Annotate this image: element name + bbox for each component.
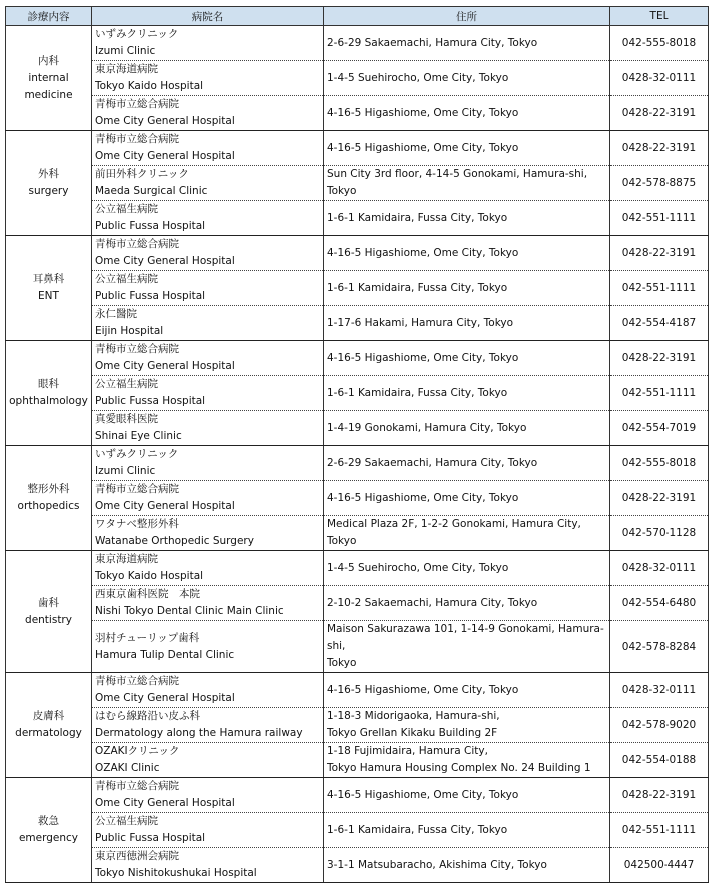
hospital-name-jp: 青梅市立総合病院 <box>95 780 179 792</box>
table-row <box>6 376 709 411</box>
tel-cell: 042-551-1111 <box>610 813 709 848</box>
address-line: 2-10-2 Sakaemachi, Hamura City, Tokyo <box>327 596 538 609</box>
table-row <box>6 96 709 131</box>
address-line: 1-18-3 Midorigaoka, Hamura-shi, <box>327 710 500 722</box>
address-cell <box>324 621 610 673</box>
department-name-en: orthopedics <box>17 500 80 512</box>
tel-cell: 042-555-8018 <box>610 446 709 481</box>
tel-cell: 0428-22-3191 <box>610 236 709 271</box>
hospital-name-en: Tokyo Nishitokushukai Hospital <box>95 867 257 879</box>
hospital-name-cell <box>92 516 324 551</box>
hospital-name-cell <box>92 376 324 411</box>
tel-cell: 042-578-9020 <box>610 708 709 743</box>
address-cell <box>324 516 610 551</box>
hospital-name-cell <box>92 848 324 883</box>
address-line: Tokyo Grellan Kikaku Building 2F <box>327 727 498 739</box>
tel-cell: 042-551-1111 <box>610 201 709 236</box>
header-address: 住所 <box>324 7 610 26</box>
table-row <box>6 778 709 813</box>
department-cell <box>6 778 92 883</box>
table-row <box>6 621 709 673</box>
hospital-name-en: Ome City General Hospital <box>95 797 235 809</box>
address-cell <box>324 446 610 481</box>
table-row <box>6 743 709 778</box>
department-name-jp: 救急 <box>38 815 59 827</box>
hospital-name-en: Ome City General Hospital <box>95 255 235 267</box>
department-name-jp: 外科 <box>38 168 59 180</box>
table-row <box>6 26 709 61</box>
hospital-name-cell <box>92 446 324 481</box>
tel-cell: 042-555-8018 <box>610 26 709 61</box>
hospital-name-cell <box>92 236 324 271</box>
tel-cell: 0428-32-0111 <box>610 673 709 708</box>
address-line: 4-16-5 Higashiome, Ome City, Tokyo <box>327 246 519 259</box>
table-row <box>6 586 709 621</box>
department-name-jp: 眼科 <box>38 378 59 390</box>
address-line: 1-6-1 Kamidaira, Fussa City, Tokyo <box>327 211 508 224</box>
address-line: 1-4-5 Suehirocho, Ome City, Tokyo <box>327 561 509 574</box>
address-line: 1-4-5 Suehirocho, Ome City, Tokyo <box>327 71 509 84</box>
hospital-name-en: Izumi Clinic <box>95 45 156 57</box>
department-name-jp: 耳鼻科 <box>32 273 65 285</box>
tel-cell: 042-551-1111 <box>610 376 709 411</box>
hospital-name-jp: 青梅市立総合病院 <box>95 98 179 110</box>
hospital-name-jp: 羽村チューリップ歯科 <box>95 631 200 644</box>
department-cell <box>6 551 92 673</box>
tel-cell: 0428-22-3191 <box>610 481 709 516</box>
hospital-name-jp: 青梅市立総合病院 <box>95 343 179 355</box>
department-cell <box>6 446 92 551</box>
address-line: 1-6-1 Kamidaira, Fussa City, Tokyo <box>327 823 508 836</box>
table-row <box>6 481 709 516</box>
department-name-jp: 整形外科 <box>27 483 70 495</box>
header-row <box>6 7 709 26</box>
hospital-name-cell <box>92 708 324 743</box>
address-cell <box>324 201 610 236</box>
address-cell <box>324 778 610 813</box>
table-row <box>6 411 709 446</box>
hospital-name-jp: いずみクリニック <box>95 28 179 40</box>
address-line: 4-16-5 Higashiome, Ome City, Tokyo <box>327 106 519 119</box>
header-hospital-name: 病院名 <box>92 7 324 26</box>
hospital-name-cell <box>92 131 324 166</box>
table-row <box>6 516 709 551</box>
hospital-name-cell <box>92 96 324 131</box>
address-line: 1-17-6 Hakami, Hamura City, Tokyo <box>327 316 514 329</box>
hospital-name-cell <box>92 341 324 376</box>
address-line: 2-6-29 Sakaemachi, Hamura City, Tokyo <box>327 36 538 49</box>
table-row <box>6 236 709 271</box>
tel-cell: 0428-22-3191 <box>610 96 709 131</box>
hospital-name-jp: 青梅市立総合病院 <box>95 675 179 687</box>
address-cell <box>324 341 610 376</box>
department-cell <box>6 236 92 341</box>
hospital-name-jp: OZAKIクリニック <box>95 745 180 757</box>
department-name-jp: 内科 <box>38 54 59 67</box>
address-line: 4-16-5 Higashiome, Ome City, Tokyo <box>327 351 519 364</box>
hospital-name-cell <box>92 61 324 96</box>
hospital-name-jp: 公立福生病院 <box>95 273 158 285</box>
hospital-name-en: Shinai Eye Clinic <box>95 430 182 442</box>
hospital-name-jp: 西東京歯科医院 本院 <box>95 588 200 600</box>
table-row <box>6 166 709 201</box>
hospital-name-cell <box>92 551 324 586</box>
table-body <box>6 26 709 883</box>
address-line: Medical Plaza 2F, 1-2-2 Gonokami, Hamura City, Tokyo <box>327 518 581 547</box>
tel-cell: 042-554-4187 <box>610 306 709 341</box>
department-name-jp: 皮膚科 <box>32 710 65 722</box>
address-line: 4-16-5 Higashiome, Ome City, Tokyo <box>327 683 519 696</box>
table-row <box>6 708 709 743</box>
address-line: Maison Sakurazawa 101, 1-14-9 Gonokami, Hamura-shi, <box>327 623 604 652</box>
hospital-name-jp: 永仁醫院 <box>95 308 137 320</box>
address-line: 2-6-29 Sakaemachi, Hamura City, Tokyo <box>327 456 538 469</box>
hospital-name-cell <box>92 306 324 341</box>
address-cell <box>324 166 610 201</box>
hospital-name-cell <box>92 481 324 516</box>
hospital-name-cell <box>92 411 324 446</box>
hospital-name-jp: 公立福生病院 <box>95 203 158 215</box>
table-row <box>6 848 709 883</box>
hospital-name-en: Ome City General Hospital <box>95 115 235 127</box>
address-line: 1-4-19 Gonokami, Hamura City, Tokyo <box>327 421 527 434</box>
hospital-table <box>5 6 709 883</box>
hospital-name-cell <box>92 166 324 201</box>
table-row <box>6 61 709 96</box>
hospital-name-jp: はむら線路沿い皮ふ科 <box>95 710 200 722</box>
address-cell <box>324 743 610 778</box>
hospital-name-jp: 青梅市立総合病院 <box>95 238 179 250</box>
tel-cell: 0428-22-3191 <box>610 131 709 166</box>
hospital-name-en: Dermatology along the Hamura railway <box>95 727 303 739</box>
hospital-name-jp: いずみクリニック <box>95 448 179 460</box>
tel-cell: 042-554-7019 <box>610 411 709 446</box>
hospital-name-cell <box>92 813 324 848</box>
address-cell <box>324 708 610 743</box>
address-cell <box>324 551 610 586</box>
hospital-name-en: Public Fussa Hospital <box>95 832 206 844</box>
table-row <box>6 673 709 708</box>
department-name-jp: 歯科 <box>38 596 59 609</box>
address-line: 1-6-1 Kamidaira, Fussa City, Tokyo <box>327 281 508 294</box>
address-cell <box>324 586 610 621</box>
table-row <box>6 131 709 166</box>
hospital-name-jp: 公立福生病院 <box>95 378 158 390</box>
hospital-name-jp: 真愛眼科医院 <box>95 413 158 425</box>
department-cell <box>6 26 92 131</box>
tel-cell: 042-554-0188 <box>610 743 709 778</box>
tel-cell: 042-554-6480 <box>610 586 709 621</box>
department-name-en: ophthalmology <box>9 395 88 407</box>
address-cell <box>324 411 610 446</box>
address-cell <box>324 306 610 341</box>
address-cell <box>324 481 610 516</box>
hospital-name-cell <box>92 201 324 236</box>
hospital-name-en: Public Fussa Hospital <box>95 290 206 302</box>
address-cell <box>324 848 610 883</box>
hospital-name-jp: 青梅市立総合病院 <box>95 483 179 495</box>
hospital-name-en: Ome City General Hospital <box>95 692 235 704</box>
hospital-name-en: Hamura Tulip Dental Clinic <box>95 648 235 661</box>
table-row <box>6 551 709 586</box>
department-cell <box>6 673 92 778</box>
department-name-en: medicine <box>24 88 73 101</box>
hospital-name-jp: ワタナベ整形外科 <box>95 518 179 530</box>
table-row <box>6 341 709 376</box>
hospital-name-jp: 公立福生病院 <box>95 815 158 827</box>
hospital-name-en: Tokyo Kaido Hospital <box>95 80 204 92</box>
address-cell <box>324 26 610 61</box>
address-cell <box>324 673 610 708</box>
hospital-name-en: Ome City General Hospital <box>95 360 235 372</box>
table-row <box>6 306 709 341</box>
address-cell <box>324 61 610 96</box>
department-cell <box>6 131 92 236</box>
address-line: 1-18 Fujimidaira, Hamura City, <box>327 745 488 757</box>
hospital-name-en: Ome City General Hospital <box>95 150 235 162</box>
hospital-name-cell <box>92 621 324 673</box>
department-name-en: dentistry <box>25 613 72 626</box>
hospital-name-jp: 東京海道病院 <box>95 63 158 75</box>
hospital-name-cell <box>92 778 324 813</box>
address-line: Sun City 3rd floor, 4-14-5 Gonokami, Hamura-shi, Tokyo <box>327 168 588 197</box>
department-name-en: dermatology <box>15 727 82 739</box>
address-line: 3-1-1 Matsubaracho, Akishima City, Tokyo <box>327 858 547 871</box>
hospital-name-jp: 前田外科クリニック <box>95 168 189 180</box>
department-cell <box>6 341 92 446</box>
table-row <box>6 813 709 848</box>
header-department: 診療内容 <box>6 7 92 26</box>
address-cell <box>324 96 610 131</box>
hospital-name-en: Eijin Hospital <box>95 325 164 337</box>
hospital-name-cell <box>92 26 324 61</box>
hospital-name-cell <box>92 673 324 708</box>
hospital-name-en: Nishi Tokyo Dental Clinic Main Clinic <box>95 605 284 617</box>
department-name-en: internal <box>28 71 69 84</box>
tel-cell: 0428-32-0111 <box>610 61 709 96</box>
hospital-name-en: Public Fussa Hospital <box>95 220 206 232</box>
table-row <box>6 446 709 481</box>
hospital-name-en: Public Fussa Hospital <box>95 395 206 407</box>
hospital-name-en: OZAKI Clinic <box>95 762 160 774</box>
hospital-name-jp: 東京海道病院 <box>95 553 158 565</box>
address-line: 4-16-5 Higashiome, Ome City, Tokyo <box>327 491 519 504</box>
hospital-name-jp: 青梅市立総合病院 <box>95 133 179 145</box>
hospital-table-container <box>5 6 709 883</box>
hospital-name-en: Ome City General Hospital <box>95 500 235 512</box>
address-cell <box>324 236 610 271</box>
hospital-name-cell <box>92 586 324 621</box>
tel-cell: 042-578-8875 <box>610 166 709 201</box>
table-row <box>6 201 709 236</box>
tel-cell: 0428-32-0111 <box>610 551 709 586</box>
department-name-en: ENT <box>38 290 59 302</box>
tel-cell: 042-578-8284 <box>610 621 709 673</box>
hospital-name-en: Tokyo Kaido Hospital <box>95 570 204 582</box>
department-name-en: emergency <box>18 832 79 844</box>
tel-cell: 042-570-1128 <box>610 516 709 551</box>
address-line: 4-16-5 Higashiome, Ome City, Tokyo <box>327 788 519 801</box>
header-tel: TEL <box>610 7 709 26</box>
address-line: 1-6-1 Kamidaira, Fussa City, Tokyo <box>327 386 508 399</box>
address-cell <box>324 376 610 411</box>
hospital-name-en: Maeda Surgical Clinic <box>95 185 208 197</box>
hospital-name-jp: 東京西徳洲会病院 <box>95 850 179 862</box>
hospital-name-cell <box>92 271 324 306</box>
tel-cell: 0428-22-3191 <box>610 341 709 376</box>
table-row <box>6 271 709 306</box>
hospital-name-en: Watanabe Orthopedic Surgery <box>95 535 254 547</box>
hospital-name-en: Izumi Clinic <box>95 465 156 477</box>
address-cell <box>324 131 610 166</box>
tel-cell: 042-551-1111 <box>610 271 709 306</box>
hospital-name-cell <box>92 743 324 778</box>
department-name-en: surgery <box>28 185 69 197</box>
tel-cell: 042500-4447 <box>610 848 709 883</box>
address-cell <box>324 271 610 306</box>
tel-cell: 0428-22-3191 <box>610 778 709 813</box>
address-line: Tokyo <box>327 657 357 669</box>
address-cell <box>324 813 610 848</box>
address-line: 4-16-5 Higashiome, Ome City, Tokyo <box>327 141 519 154</box>
address-line: Tokyo Hamura Housing Complex No. 24 Building 1 <box>327 762 591 774</box>
